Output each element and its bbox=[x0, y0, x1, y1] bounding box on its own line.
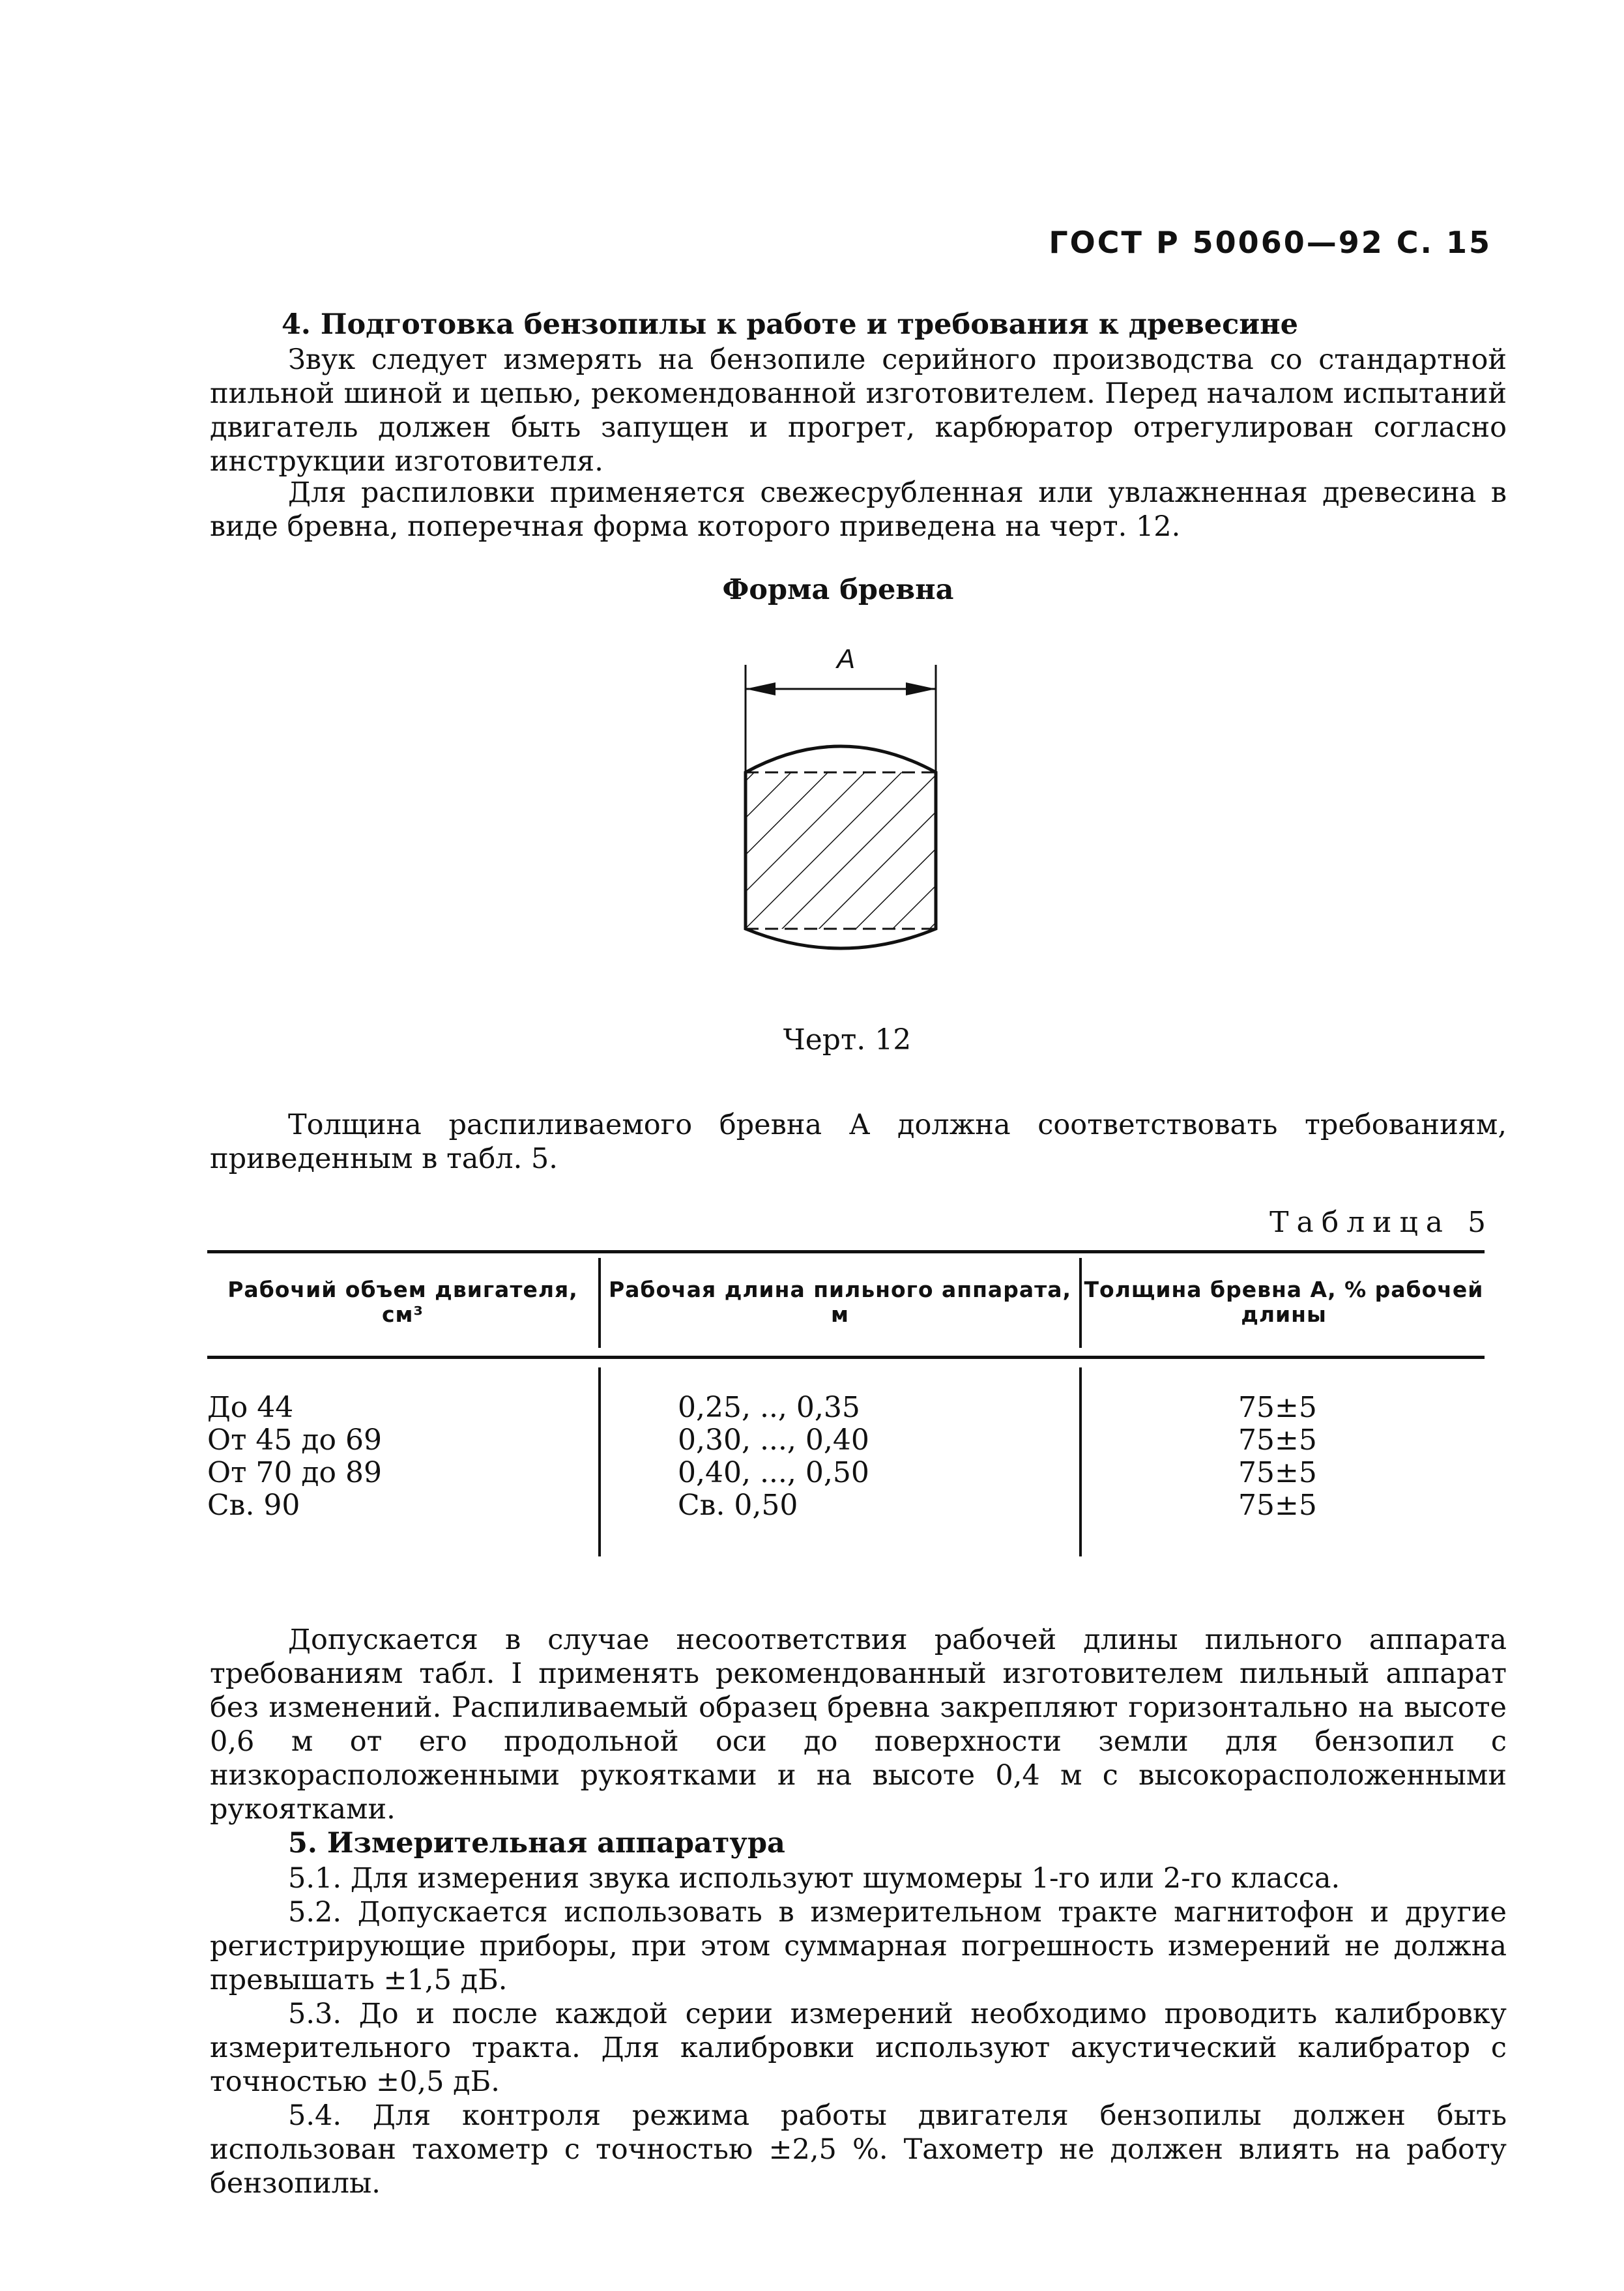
table-cell: 75±5 bbox=[1238, 1391, 1317, 1424]
left-arrowhead bbox=[746, 682, 776, 695]
table-cell: 0,40, ..., 0,50 bbox=[678, 1456, 869, 1489]
section-5-1: 5.1. Для измерения звука используют шумомеры 1-го или 2-го класса. bbox=[288, 1862, 1341, 1895]
section-4-block bbox=[210, 308, 1507, 342]
table-top-rule bbox=[207, 1250, 1485, 1253]
table-cell: 75±5 bbox=[1238, 1423, 1317, 1457]
table-header-length: Рабочая длина пильного аппарата, м bbox=[608, 1277, 1072, 1327]
table-cell: 75±5 bbox=[1238, 1489, 1317, 1522]
table-header-rule bbox=[207, 1356, 1485, 1359]
section-5-2: 5.2. Допускается использовать в измерительном тракте магнитофон и другие регистрирующие приборы, при этом суммарная погрешность измерений не должна превышать ±1,5 дБ. bbox=[210, 1896, 1507, 1996]
body-divider-1 bbox=[598, 1367, 601, 1556]
table-cell: До 44 bbox=[207, 1391, 294, 1424]
table-column-volume bbox=[207, 1392, 382, 1522]
hatched-area bbox=[746, 772, 936, 929]
right-arrowhead bbox=[906, 682, 936, 695]
table-cell: От 45 до 69 bbox=[207, 1423, 382, 1457]
table-cell: Св. 90 bbox=[207, 1489, 300, 1522]
table-cell: Св. 0,50 bbox=[678, 1489, 798, 1522]
section-4-paragraph-2: Для распиловки применяется свежесрубленная или увлажненная древесина в виде бревна, поперечная форма которого приведена на черт. 12. bbox=[210, 476, 1507, 543]
section-5-title: 5. Измерительная аппаратура bbox=[288, 1827, 785, 1860]
table-column-length bbox=[678, 1392, 869, 1522]
dimension-label: A bbox=[836, 643, 856, 674]
section-4-paragraph-1: Звук следует измерять на бензопиле серийного производства со стандартной пильной шиной и цепью, рекомендованной изготовителем. Перед началом испытаний двигатель должен быть запущен и прогрет, карбюратор отрегулирован согласно инструкции изготовителя. bbox=[210, 343, 1507, 478]
log-cross-section-diagram bbox=[736, 642, 951, 981]
section-5-4: 5.4. Для контроля режима работы двигателя бензопилы должен быть использован тахометр с точностью ±2,5 %. Тахометр не должен влиять на работу бензопилы. bbox=[210, 2099, 1507, 2200]
section-5-3: 5.3. До и после каждой серии измерений необходимо проводить калибровку измерительного тракта. Для калибровки используют акустический калибратор с точностью ±0,5 дБ. bbox=[210, 1998, 1507, 2098]
page-header: ГОСТ Р 50060—92 С. 15 bbox=[1049, 225, 1492, 260]
mounting-paragraph: Допускается в случае несоответствия рабочей длины пильного аппарата требованиям табл. I применять рекомендованный изготовителем пильный аппарат без изменений. Распиливаемый образец бревна закрепляют горизонтально на высоте 0,6 м от его продольной оси до поверхности земли для бензопил с низкорасположенными рукоятками и на высоте 0,4 м с высокорасположенными рукоятками. bbox=[210, 1624, 1507, 1826]
table-cell: 75±5 bbox=[1238, 1456, 1317, 1489]
body-divider-2 bbox=[1079, 1367, 1082, 1556]
table-caption: Таблица 5 bbox=[1269, 1206, 1494, 1239]
table-header-volume: Рабочий объем двигателя, см³ bbox=[227, 1277, 578, 1327]
section-4-title: 4. Подготовка бензопилы к работе и требования к древесине bbox=[282, 308, 1298, 341]
figure-title: Форма бревна bbox=[722, 574, 954, 606]
figure-caption: Черт. 12 bbox=[783, 1023, 912, 1057]
table-cell: От 70 до 89 bbox=[207, 1456, 382, 1489]
table-cell: 0,25, .., 0,35 bbox=[678, 1391, 860, 1424]
table-header-thickness: Толщина бревна А, % рабочей длины bbox=[1084, 1277, 1484, 1327]
table-column-thickness bbox=[1238, 1392, 1317, 1522]
table-cell: 0,30, ..., 0,40 bbox=[678, 1423, 869, 1457]
thickness-paragraph: Толщина распиливаемого бревна А должна соответствовать требованиям, приведенным в табл. 5. bbox=[210, 1109, 1507, 1175]
